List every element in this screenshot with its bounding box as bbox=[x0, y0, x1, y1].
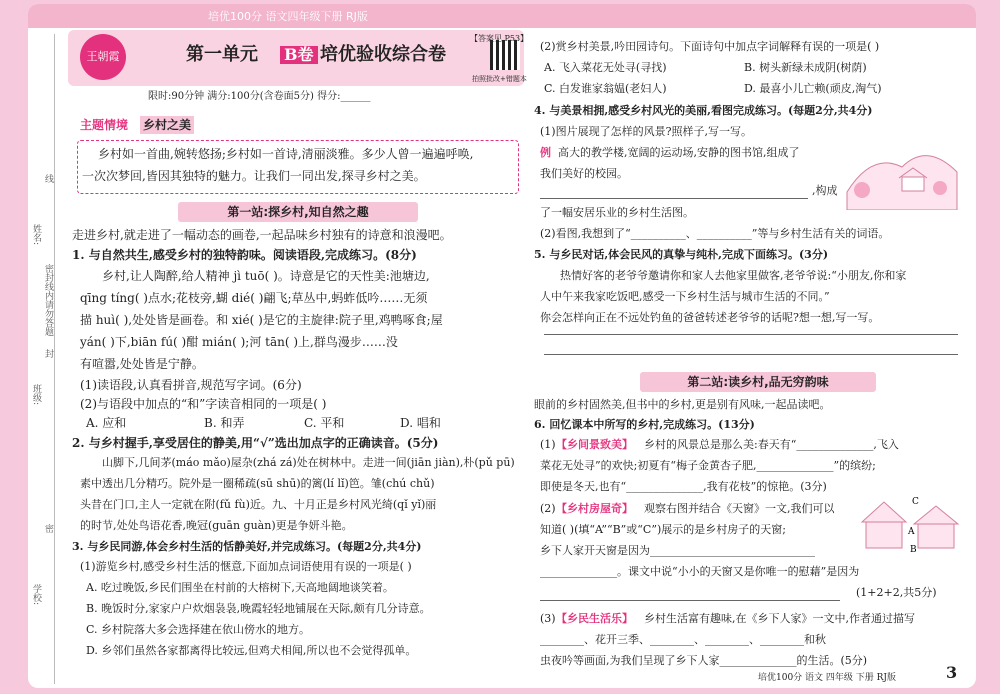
q6-sub1-line3: 即使是冬天,也有“______________,我有花枝”的惊艳。(3分) bbox=[540, 480, 827, 493]
q1-option-c[interactable]: C. 平和 bbox=[304, 416, 345, 430]
q3-sub2: (2)赏乡村美景,吟田园诗句。下面诗句中加点字词解释有误的一项是( ) bbox=[540, 40, 880, 53]
q4-example-2: 我们美好的校园。 bbox=[540, 167, 628, 180]
qr-caption: 拍照批改+错题本 bbox=[472, 75, 527, 83]
station1-intro: 走进乡村,就走进了一幅动态的画卷,一起品味乡村独有的诗意和浪漫吧。 bbox=[72, 228, 452, 242]
q6-sub2-text: 观察右图并结合《天窗》一文,我们可以 bbox=[644, 502, 835, 515]
q5-line: 人中午来我家吃饭吧,感受一下乡村生活与城市生活的不同。” bbox=[540, 290, 830, 303]
q1-line: 有喧嚣,处处皆是宁静。 bbox=[80, 357, 204, 371]
q6-sub2-score: (1+2+2,共5分) bbox=[856, 586, 937, 599]
q6-sub3-tag: 【乡民生活乐】 bbox=[556, 612, 633, 625]
footer-text: 培优100分 语文 四年级 下册 RJ版 bbox=[758, 673, 897, 683]
seal-mark-1: 线 bbox=[43, 174, 53, 183]
q2-line: 头昔在门口,主人一定就在附(fǔ fù)近。九、十月正是乡村风光绮(qǐ yǐ)丽 bbox=[80, 498, 437, 511]
q6-sub1-tag: 【乡间景致美】 bbox=[556, 438, 633, 451]
theme-paragraph-2: 一次次梦回,皆因其独特的魅力。让我们一同出发,探寻乡村之美。 bbox=[82, 169, 426, 183]
q3b-option-d[interactable]: D. 最喜小儿亡赖(顽皮,淘气) bbox=[744, 82, 882, 95]
q5-line: 你会怎样向正在不远处钓鱼的爸爸转述老爷爷的话呢?想一想,写一写。 bbox=[540, 311, 880, 324]
house-label-b: B bbox=[910, 545, 917, 554]
q6-sub2-line2: 知道( )(填“A”“B”或“C”)展示的是乡村房子的天窗; bbox=[540, 523, 786, 536]
q3-option-b[interactable]: B. 晚饭时分,家家户户炊烟袅袅,晚霞轻轻地铺展在天际,颇有几分诗意。 bbox=[86, 602, 431, 615]
q2-line: 山脚下,几间茅(máo mǎo)屋杂(zhá zá)处在树林中。走进一间(jiān jiàn),朴(pǔ pū) bbox=[102, 456, 515, 469]
volume-badge: B卷 bbox=[280, 46, 318, 64]
q6-sub3-line2: ________、花开三季、________、________、________和秋 bbox=[540, 633, 826, 646]
page-number: 3 bbox=[946, 663, 958, 682]
q6-sub2-line4: ______________。课文中说“小小的天窗又是你唯一的慰藉”是因为 bbox=[540, 565, 860, 578]
q5-line: 热情好客的老爷爷邀请你和家人去他家里做客,老爷爷说:“小朋友,你和家 bbox=[560, 269, 907, 282]
q3b-option-c[interactable]: C. 白发谁家翁媪(老妇人) bbox=[544, 82, 667, 95]
station2-intro: 眼前的乡村固然美,但书中的乡村,更是别有风味,一起品读吧。 bbox=[534, 398, 831, 411]
q6-sub1-num: (1) bbox=[540, 438, 556, 451]
q6-sub2-num: (2) bbox=[540, 502, 556, 515]
answer-line[interactable] bbox=[544, 334, 958, 335]
house-skylight-illustration bbox=[854, 494, 964, 554]
q3-option-a[interactable]: A. 吃过晚饭,乡民们围坐在村前的大榕树下,天高地阔地谈笑着。 bbox=[86, 581, 394, 594]
q4-sub1: (1)图片展现了怎样的风景?照样子,写一写。 bbox=[540, 125, 752, 138]
q1-line: qīng tíng( )点水;花枝旁,蝴 dié( )翩飞;草丛中,蚂蚱低吟……无须 bbox=[80, 291, 428, 305]
q5-prompt: 5. 与乡民对话,体会民风的真挚与纯朴,完成下面练习。(3分) bbox=[534, 248, 829, 261]
title-block bbox=[68, 30, 529, 86]
q1-sub2: (2)与语段中加点的“和”字读音相同的一项是( ) bbox=[80, 397, 327, 411]
q6-sub3-num: (3) bbox=[540, 612, 556, 625]
station2-banner bbox=[640, 372, 876, 392]
house-label-c: C bbox=[912, 497, 919, 507]
page-title: 培优验收综合卷 bbox=[320, 44, 446, 65]
brand-logo: 王朝霞 bbox=[80, 34, 126, 80]
q1-line: 描 huì( ),处处皆是画卷。和 xié( )是它的主旋律:院子里,鸡鸭啄食;屋 bbox=[80, 313, 443, 327]
answer-ref: 【答案见 P53】 bbox=[470, 34, 529, 43]
exam-meta: 限时:90分钟 满分:100分(含卷面5分) 得分:______ bbox=[148, 91, 371, 102]
seal-mark-2: 封 bbox=[43, 349, 53, 358]
q3-prompt: 3. 与乡民同游,体会乡村生活的恬静美好,并完成练习。(每题2分,共4分) bbox=[72, 540, 422, 553]
station1-title: 第一站:探乡村,知自然之趣 bbox=[227, 205, 369, 219]
q6-sub1-line2: 菜花无处寻”的欢快;初夏有“梅子金黄杏子肥,______________”的缤纷; bbox=[540, 459, 876, 472]
school-label: 学校: bbox=[31, 584, 41, 606]
q6-sub3-line3: 虫夜吟等画面,为我们呈现了乡下人家______________的生活。(5分) bbox=[540, 654, 868, 667]
worksheet-page bbox=[28, 4, 976, 688]
seal-notice: 密封线内请勿答题 bbox=[43, 264, 53, 336]
q6-sub2-tag: 【乡村房屋奇】 bbox=[556, 502, 633, 515]
q2-prompt: 2. 与乡村握手,享受居住的静美,用“√”选出加点字的正确读音。(5分) bbox=[72, 436, 439, 450]
q3b-option-b[interactable]: B. 树头新绿未成阴(树荫) bbox=[744, 61, 867, 74]
village-landscape-illustration bbox=[842, 132, 962, 210]
answer-line[interactable] bbox=[544, 354, 958, 355]
q4-example: 高大的教学楼,宽阔的运动场,安静的图书馆,组成了 bbox=[558, 146, 800, 159]
q4-fill-1: ,构成 bbox=[812, 184, 838, 197]
q6-sub3-text: 乡村生活富有趣味,在《乡下人家》一文中,作者通过描写 bbox=[644, 612, 915, 625]
theme-box bbox=[77, 140, 519, 194]
name-label: 姓名: bbox=[31, 224, 41, 246]
station1-banner bbox=[178, 202, 418, 222]
house-label-a: A bbox=[908, 527, 915, 537]
q1-option-d[interactable]: D. 唱和 bbox=[400, 416, 441, 430]
seal-line bbox=[54, 34, 55, 684]
q4-fill-2: 了一幅安居乐业的乡村生活图。 bbox=[540, 206, 694, 219]
theme-label: 主题情境 bbox=[80, 118, 129, 132]
theme-paragraph-1: 乡村如一首曲,婉转悠扬;乡村如一首诗,清丽淡雅。多少人曾一遍遍呼唤, bbox=[98, 147, 474, 161]
theme-name: 乡村之美 bbox=[140, 116, 194, 134]
q4-prompt: 4. 与美景相拥,感受乡村风光的美丽,看图完成练习。(每题2分,共4分) bbox=[534, 104, 873, 117]
q1-option-a[interactable]: A. 应和 bbox=[86, 416, 127, 430]
q3-sub1: (1)游览乡村,感受乡村生活的惬意,下面加点词语使用有误的一项是( ) bbox=[80, 560, 412, 573]
station2-title: 第二站:读乡村,品无穷韵味 bbox=[687, 375, 829, 389]
answer-line[interactable] bbox=[540, 600, 840, 601]
q3-option-d[interactable]: D. 乡邻们虽然各家都离得比较远,但鸡犬相闻,所以也不会觉得孤单。 bbox=[86, 644, 417, 657]
q2-line: 的时节,处处鸟语花香,晚冠(guān guàn)更是争妍斗艳。 bbox=[80, 519, 353, 532]
answer-line[interactable] bbox=[540, 198, 808, 199]
q4-sub2: (2)看图,我想到了“__________、__________”等与乡村生活有关的词语。 bbox=[540, 227, 890, 240]
unit-label: 第一单元 bbox=[186, 44, 258, 65]
band-text: 培优100分 语文四年级下册 RJ版 bbox=[208, 10, 368, 23]
q2-line: 素中透出几分精巧。院外是一圈稀疏(sū shū)的篱(lí lǐ)笆。雏(chú chǔ) bbox=[80, 477, 435, 490]
q6-sub2-line3: 乡下人家开天窗是因为______________________________ bbox=[540, 544, 815, 557]
example-label: 例 bbox=[540, 146, 551, 159]
q6-prompt: 6. 回忆课本中所写的乡村,完成练习。(13分) bbox=[534, 418, 755, 431]
top-band bbox=[28, 4, 976, 28]
q1-prompt: 1. 与自然共生,感受乡村的独特韵味。阅读语段,完成练习。(8分) bbox=[72, 248, 417, 262]
q1-sub1: (1)读语段,认真看拼音,规范写字词。(6分) bbox=[80, 378, 302, 392]
q3b-option-a[interactable]: A. 飞入菜花无处寻(寻找) bbox=[544, 61, 667, 74]
seal-mark-3: 密 bbox=[43, 524, 53, 533]
q1-option-b[interactable]: B. 和弄 bbox=[204, 416, 245, 430]
q1-line: yán( )下,biān fú( )酣 mián( );河 tān( )上,群鸟漫步……没 bbox=[80, 335, 398, 349]
q6-sub1-text: 乡村的风景总是那么美:春天有“______________,飞入 bbox=[644, 438, 899, 451]
q1-line: 乡村,让人陶醉,给人精神 jì tuō( )。诗意是它的天性美:池塘边, bbox=[102, 269, 430, 283]
class-label: 班级: bbox=[31, 384, 41, 406]
q3-option-c[interactable]: C. 乡村院落大多会选择建在依山傍水的地方。 bbox=[86, 623, 311, 636]
